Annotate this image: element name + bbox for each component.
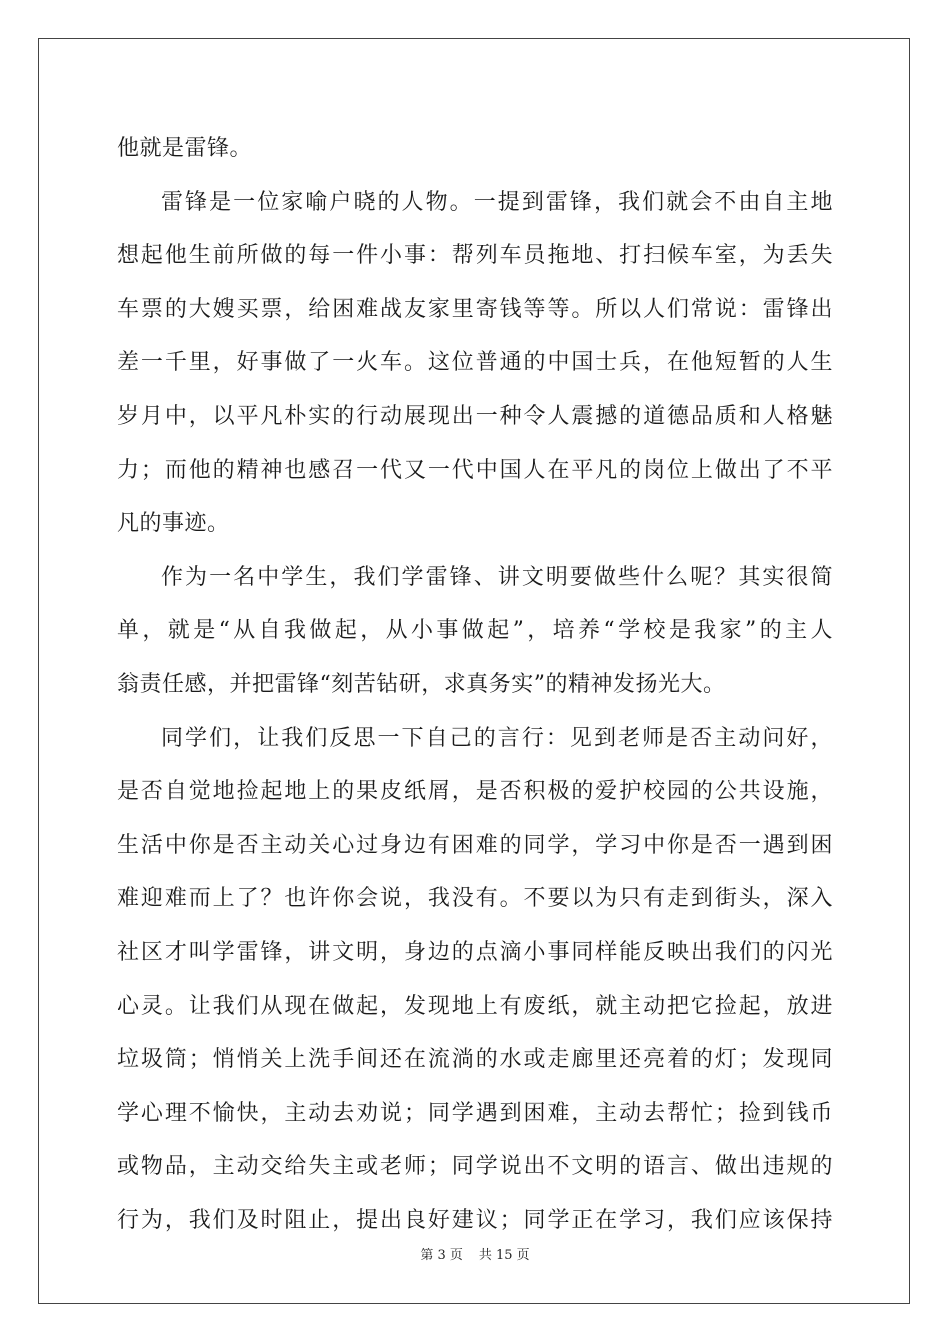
text-line: 雷锋是一位家喻户晓的人物。一提到雷锋，我们就会不由自主地 [161, 189, 833, 215]
text-line: 力；而他的精神也感召一代又一代中国人在平凡的岗位上做出了不平 [117, 457, 833, 483]
text-line: 凡的事迹。 [117, 511, 230, 537]
text-line: 翁责任感，并把雷锋“刻苦钻研，求真务实”的精神发扬光大。 [117, 671, 726, 697]
text-line: 是否自觉地捡起地上的果皮纸屑，是否积极的爱护校园的公共设施， [117, 779, 833, 805]
text-line: 行为，我们及时阻止，提出良好建议；同学正在学习，我们应该保持 [117, 1207, 833, 1233]
text-line: 或物品，主动交给失主或老师；同学说出不文明的语言、做出违规的 [117, 1154, 833, 1180]
text-line: 想起他生前所做的每一件小事：帮列车员拖地、打扫候车室，为丢失 [117, 243, 833, 269]
text-line: 心灵。让我们从现在做起，发现地上有废纸，就主动把它捡起，放进 [117, 993, 833, 1019]
text-line: 车票的大嫂买票，给困难战友家里寄钱等等。所以人们常说：雷锋出 [117, 296, 833, 322]
text-line: 单，就是“从自我做起，从小事做起”，培养“学校是我家”的主人 [117, 618, 833, 644]
page-total: 共 15 页 [478, 1248, 530, 1263]
document-body [117, 122, 833, 1247]
text-line: 垃圾筒；悄悄关上洗手间还在流淌的水或走廊里还亮着的灯；发现同 [117, 1047, 833, 1073]
text-line: 差一千里，好事做了一火车。这位普通的中国士兵，在他短暂的人生 [117, 350, 833, 376]
text-line: 岁月中，以平凡朴实的行动展现出一种令人震撼的道德品质和人格魅 [117, 403, 833, 429]
text-line: 同学们，让我们反思一下自己的言行：见到老师是否主动问好， [161, 725, 833, 751]
text-line: 学心理不愉快，主动去劝说；同学遇到困难，主动去帮忙；捡到钱币 [117, 1100, 833, 1126]
paragraph [117, 712, 833, 1248]
paragraph [117, 176, 833, 551]
paragraph [117, 122, 833, 176]
text-line: 作为一名中学生，我们学雷锋、讲文明要做些什么呢？其实很简 [161, 564, 833, 590]
page-number: 第 3 页 [420, 1248, 463, 1263]
page-footer [0, 1244, 950, 1263]
paragraph [117, 551, 833, 712]
text-line: 他就是雷锋。 [117, 136, 253, 161]
text-line: 社区才叫学雷锋，讲文明，身边的点滴小事同样能反映出我们的闪光 [117, 939, 833, 965]
text-line: 难迎难而上了？也许你会说，我没有。不要以为只有走到街头，深入 [117, 886, 833, 912]
text-line: 生活中你是否主动关心过身边有困难的同学，学习中你是否一遇到困 [117, 832, 833, 858]
